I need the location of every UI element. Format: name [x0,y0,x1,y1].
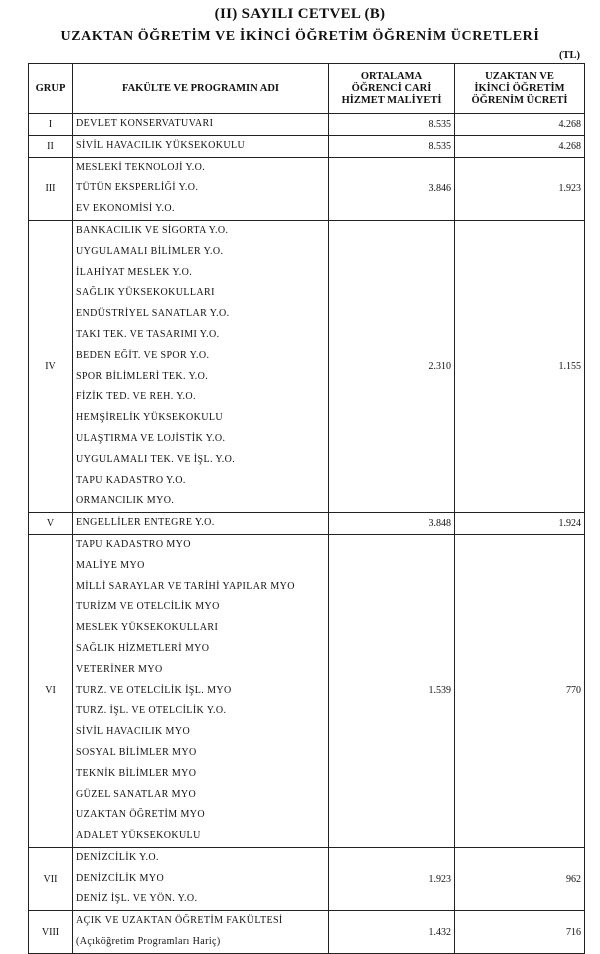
header-ucret-line: ÖĞRENİM ÜCRETİ [471,94,568,106]
program-cell [73,114,329,136]
program-name: TÜTÜN EKSPERLİĞİ Y.O. [76,182,199,194]
header-program: FAKÜLTE VE PROGRAMIN ADI [73,64,329,114]
program-name: GÜZEL SANATLAR MYO [76,788,197,800]
table-row [29,157,585,220]
grup-cell: I [29,114,73,136]
program-name: ULAŞTIRMA VE LOJİSTİK Y.O. [76,432,226,444]
ucret-cell: 1.923 [455,157,585,220]
program-name: DENİZCİLİK MYO [76,872,165,884]
program-name: İLAHİYAT MESLEK Y.O. [76,266,193,278]
program-name: UYGULAMALI BİLİMLER Y.O. [76,245,224,257]
program-name: TEKNİK BİLİMLER MYO [76,767,197,779]
program-name: (Açıköğretim Programları Hariç) [76,936,221,948]
ucret-cell: 1.155 [455,220,585,512]
ucret-cell: 770 [455,534,585,847]
document-title: (II) SAYILI CETVEL (B) [214,6,386,22]
maliyet-cell: 1.539 [329,534,455,847]
grup-cell: IV [29,220,73,512]
program-name: TURZ. VE OTELCİLİK İŞL. MYO [76,684,232,696]
maliyet-cell: 2.310 [329,220,455,512]
program-name: TURİZM VE OTELCİLİK MYO [76,601,220,613]
ucret-cell: 962 [455,847,585,910]
program-name: UYGULAMALI TEK. VE İŞL. Y.O. [76,453,236,465]
header-maliyet-line: ÖĞRENCİ CARİ [351,82,432,94]
ucret-cell: 1.924 [455,513,585,535]
maliyet-cell: 3.846 [329,157,455,220]
table-header-row [29,64,585,114]
header-maliyet-line: ORTALAMA [360,70,423,82]
program-name: HEMŞİRELİK YÜKSEKOKULU [76,412,224,424]
program-name: TURZ. İŞL. VE OTELCİLİK Y.O. [76,705,227,717]
table-body [29,114,585,954]
table-row [29,534,585,847]
program-cell [73,911,329,954]
program-name: BANKACILIK VE SİGORTA Y.O. [76,224,229,236]
program-name: SOSYAL BİLİMLER MYO [76,746,197,758]
program-name: SİVİL HAVACILIK MYO [76,726,191,738]
program-name: EV EKONOMİSİ Y.O. [76,203,175,215]
header-ucret-line: UZAKTAN VE [485,70,554,82]
table-row [29,911,585,954]
program-name: MESLEKİ TEKNOLOJİ Y.O. [76,161,206,173]
ucret-cell: 4.268 [455,135,585,157]
header-ucret [455,64,585,114]
header-grup: GRUP [29,64,73,114]
program-name: UZAKTAN ÖĞRETİM MYO [76,809,206,821]
program-cell [73,513,329,535]
program-name: SAĞLIK HİZMETLERİ MYO [76,642,210,654]
program-cell [73,157,329,220]
grup-cell: VIII [29,911,73,954]
program-name: ENDÜSTRİYEL SANATLAR Y.O. [76,308,230,320]
maliyet-cell: 1.432 [329,911,455,954]
grup-cell: II [29,135,73,157]
table-row [29,114,585,136]
program-name: SİVİL HAVACILIK YÜKSEKOKULU [76,139,246,151]
program-name: DENİZCİLİK Y.O. [76,851,159,863]
table-row [29,513,585,535]
program-name: FİZİK TED. VE REH. Y.O. [76,391,196,403]
program-name: SPOR BİLİMLERİ TEK. Y.O. [76,370,209,382]
program-name: SAĞLIK YÜKSEKOKULLARI [76,287,215,299]
program-name: ENGELLİLER ENTEGRE Y.O. [76,517,215,529]
grup-cell: VI [29,534,73,847]
grup-cell: V [29,513,73,535]
program-cell [73,847,329,910]
program-name: BEDEN EĞİT. VE SPOR Y.O. [76,349,210,361]
currency-unit: (TL) [559,50,580,61]
program-name: MALİYE MYO [76,559,145,571]
header-maliyet [329,64,455,114]
ucret-cell: 4.268 [455,114,585,136]
program-name: VETERİNER MYO [76,663,163,675]
fee-table [28,63,585,954]
program-name: ADALET YÜKSEKOKULU [76,830,201,842]
header-maliyet-line: HİZMET MALİYETİ [341,94,442,106]
program-name: MESLEK YÜKSEKOKULLARI [76,622,219,634]
program-name: TAKI TEK. VE TASARIMI Y.O. [76,328,220,340]
table-row [29,847,585,910]
ucret-cell: 716 [455,911,585,954]
maliyet-cell: 3.848 [329,513,455,535]
program-cell [73,220,329,512]
header-ucret-line: İKİNCİ ÖĞRETİM [474,82,565,94]
maliyet-cell: 8.535 [329,114,455,136]
document-subtitle: UZAKTAN ÖĞRETİM VE İKİNCİ ÖĞRETİM ÖĞRENİM ÜCRETLERİ [60,29,540,44]
table-row [29,220,585,512]
program-name: DEVLET KONSERVATUVARI [76,118,214,129]
program-name: DENİZ İŞL. VE YÖN. Y.O. [76,893,198,905]
program-name: AÇIK VE UZAKTAN ÖĞRETİM FAKÜLTESİ [76,915,283,927]
program-cell [73,534,329,847]
maliyet-cell: 1.923 [329,847,455,910]
program-name: ORMANCILIK MYO. [76,495,175,507]
grup-cell: III [29,157,73,220]
maliyet-cell: 8.535 [329,135,455,157]
program-name: TAPU KADASTRO MYO [76,538,191,550]
program-name: MİLLİ SARAYLAR VE TARİHİ YAPILAR MYO [76,580,295,592]
table-row [29,135,585,157]
grup-cell: VII [29,847,73,910]
program-cell [73,135,329,157]
program-name: TAPU KADASTRO Y.O. [76,474,186,486]
